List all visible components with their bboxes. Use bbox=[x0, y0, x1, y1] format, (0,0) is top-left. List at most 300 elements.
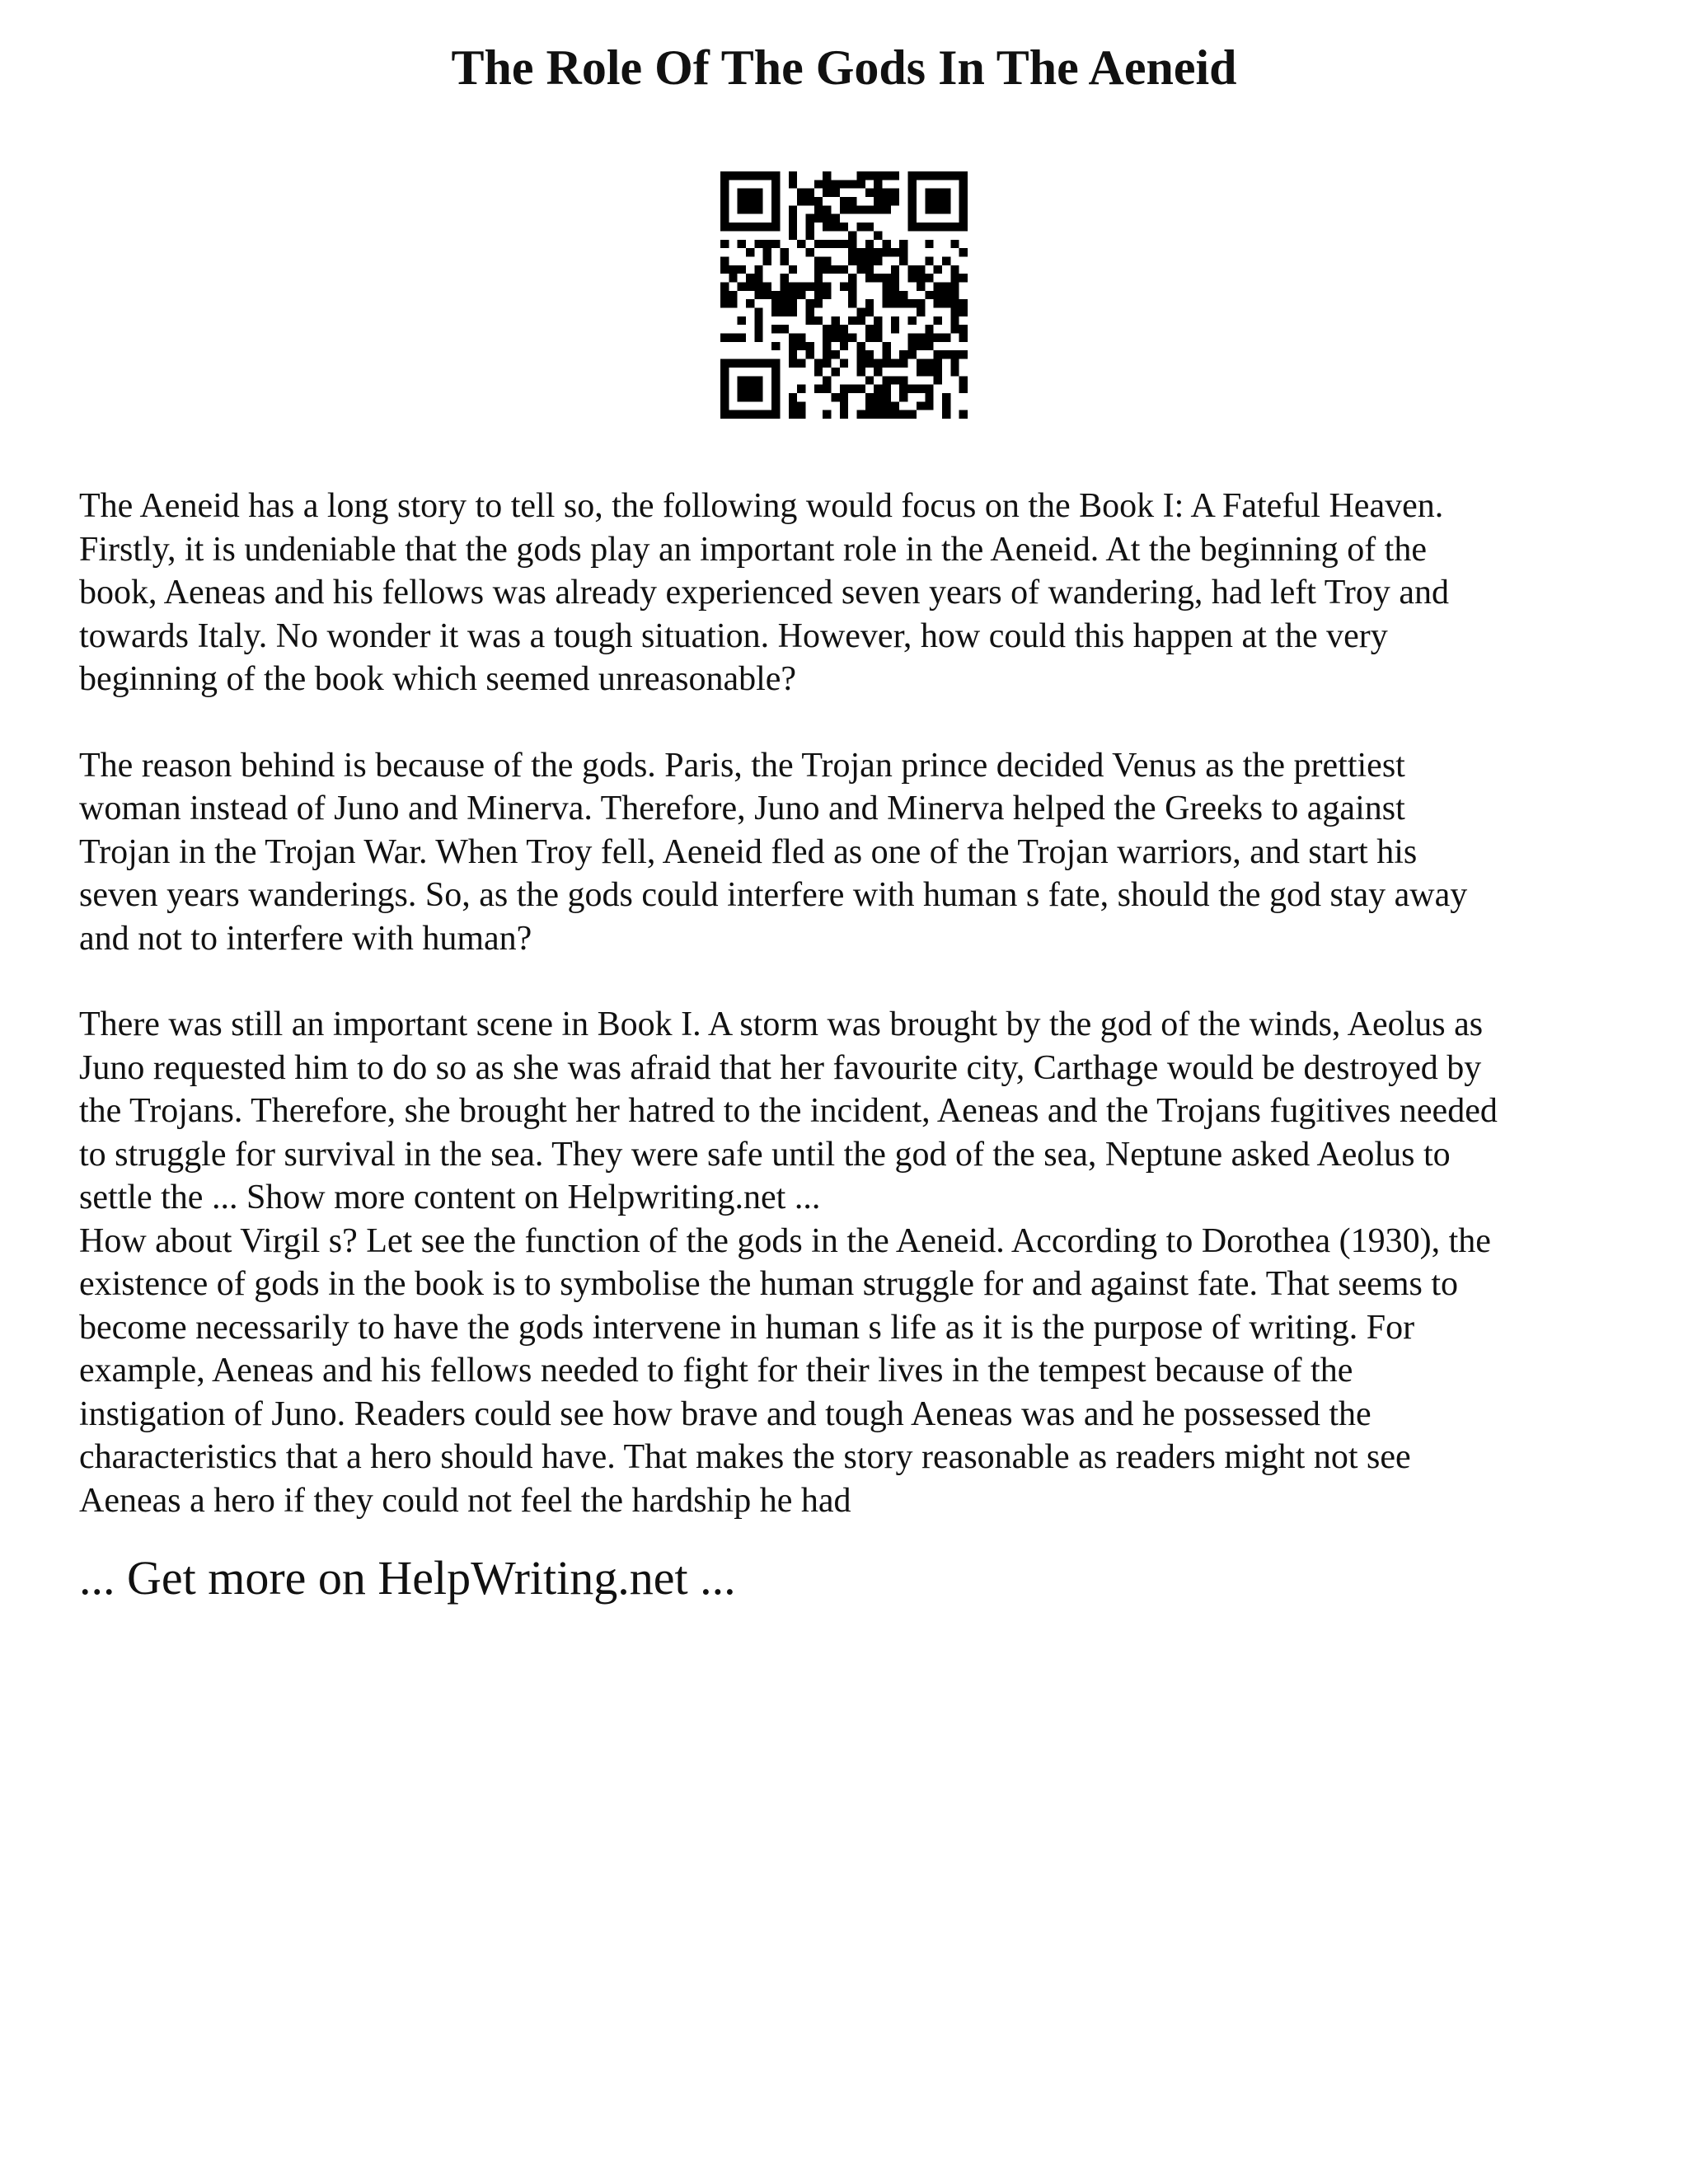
qr-module bbox=[891, 316, 899, 325]
article-body bbox=[79, 485, 1629, 1522]
qr-module bbox=[805, 342, 814, 350]
qr-module bbox=[771, 342, 780, 350]
qr-module bbox=[729, 291, 737, 299]
qr-module bbox=[883, 299, 891, 307]
qr-module bbox=[857, 180, 865, 188]
qr-module bbox=[848, 180, 856, 188]
qr-module bbox=[883, 350, 891, 359]
qr-module bbox=[805, 282, 814, 290]
qr-module bbox=[848, 240, 856, 248]
qr-module bbox=[814, 214, 823, 223]
qr-module bbox=[865, 299, 874, 307]
qr-module bbox=[950, 282, 959, 290]
qr-module bbox=[865, 393, 874, 401]
qr-module bbox=[797, 197, 805, 205]
qr-module bbox=[738, 316, 746, 325]
qr-module bbox=[831, 223, 839, 231]
qr-module bbox=[831, 368, 839, 376]
qr-module bbox=[805, 316, 814, 325]
qr-module bbox=[729, 265, 737, 274]
get-more-link[interactable]: ... Get more on HelpWriting.net ... bbox=[79, 1551, 736, 1605]
qr-module bbox=[754, 325, 762, 333]
qr-module bbox=[959, 214, 968, 223]
qr-module bbox=[891, 282, 899, 290]
qr-module bbox=[805, 214, 814, 223]
qr-module bbox=[908, 350, 917, 359]
qr-module bbox=[771, 401, 780, 410]
qr-module bbox=[720, 334, 729, 342]
qr-module bbox=[934, 368, 942, 376]
qr-module bbox=[959, 205, 968, 213]
qr-module bbox=[925, 291, 933, 299]
qr-module bbox=[771, 171, 780, 180]
qr-module bbox=[874, 385, 882, 393]
qr-module bbox=[865, 248, 874, 256]
qr-module bbox=[814, 316, 823, 325]
qr-module bbox=[874, 410, 882, 419]
qr-module bbox=[840, 180, 848, 188]
qr-module bbox=[934, 316, 942, 325]
qr-module bbox=[917, 299, 925, 307]
qr-module bbox=[831, 325, 839, 333]
qr-module bbox=[865, 171, 874, 180]
qr-module bbox=[883, 205, 891, 213]
qr-module bbox=[771, 410, 780, 419]
qr-module bbox=[874, 401, 882, 410]
paragraph: How about Virgil s? Let see the function of the gods in the Aeneid. According to Dorothea (1930), the existence of gods in the book is to symbolise the human struggle for and against fate. That seems to become necessarily to have the gods intervene in human s life as it is the purpose of writing. For example, Aeneas and his fellows needed to fight for their lives in the tempest because of the instigation of Juno. Readers could see how brave and tough Aeneas was and he possessed the characteristics that a hero should have. That makes the story reasonable as readers might not see Aeneas a hero if they could not feel the hardship he had bbox=[79, 1221, 1491, 1520]
qr-module bbox=[789, 265, 797, 274]
qr-module bbox=[857, 316, 865, 325]
qr-module bbox=[959, 350, 968, 359]
qr-module bbox=[738, 197, 746, 205]
qr-module bbox=[763, 240, 771, 248]
qr-module bbox=[950, 274, 959, 282]
qr-module bbox=[934, 299, 942, 307]
qr-module bbox=[720, 368, 729, 376]
qr-module bbox=[746, 171, 754, 180]
qr-module bbox=[840, 401, 848, 410]
qr-module bbox=[789, 223, 797, 231]
qr-module bbox=[771, 308, 780, 316]
qr-module bbox=[746, 205, 754, 213]
qr-module bbox=[942, 393, 950, 401]
qr-module bbox=[789, 205, 797, 213]
qr-module bbox=[797, 282, 805, 290]
qr-module bbox=[942, 256, 950, 265]
qr-module bbox=[848, 274, 856, 282]
qr-module bbox=[874, 274, 882, 282]
qr-module bbox=[823, 350, 831, 359]
qr-module bbox=[917, 223, 925, 231]
qr-module bbox=[865, 256, 874, 265]
qr-module bbox=[874, 231, 882, 239]
qr-module bbox=[797, 385, 805, 393]
qr-module bbox=[771, 180, 780, 188]
qr-module bbox=[780, 291, 788, 299]
qr-module bbox=[857, 265, 865, 274]
qr-module bbox=[754, 274, 762, 282]
qr-module bbox=[831, 265, 839, 274]
qr-module bbox=[848, 334, 856, 342]
qr-module bbox=[805, 231, 814, 239]
qr-module bbox=[857, 385, 865, 393]
qr-module bbox=[874, 334, 882, 342]
qr-module bbox=[823, 325, 831, 333]
qr-module bbox=[754, 376, 762, 384]
qr-module bbox=[865, 223, 874, 231]
qr-module bbox=[823, 171, 831, 180]
qr-module bbox=[925, 240, 933, 248]
paragraph: There was still an important scene in Book I. A storm was brought by the god of the winds, Aeolus as Juno requested him to do so as she was afraid that her favourite city, Carthage would be destroyed by the Trojans. Therefore, she brought her hatred to the incident, Aeneas and the Trojans fugitives needed to struggle for survival in the sea. They were safe until the god of the sea, Neptune asked Aeolus to settle the ... Show more content on Helpwriting.net ... bbox=[79, 1005, 1498, 1216]
qr-module bbox=[942, 205, 950, 213]
qr-module bbox=[797, 359, 805, 368]
qr-module bbox=[754, 189, 762, 197]
qr-module bbox=[891, 189, 899, 197]
qr-module bbox=[754, 265, 762, 274]
qr-module bbox=[720, 180, 729, 188]
qr-module bbox=[763, 359, 771, 368]
qr-module bbox=[720, 401, 729, 410]
qr-module bbox=[908, 180, 917, 188]
qr-module bbox=[720, 265, 729, 274]
qr-module bbox=[959, 376, 968, 384]
qr-module bbox=[814, 282, 823, 290]
qr-module bbox=[857, 223, 865, 231]
qr-module bbox=[771, 385, 780, 393]
qr-module bbox=[797, 291, 805, 299]
qr-module bbox=[823, 240, 831, 248]
qr-module bbox=[738, 393, 746, 401]
qr-module bbox=[805, 299, 814, 307]
qr-module bbox=[908, 385, 917, 393]
qr-module bbox=[865, 189, 874, 197]
qr-module bbox=[720, 359, 729, 368]
qr-module bbox=[840, 223, 848, 231]
qr-module bbox=[840, 265, 848, 274]
qr-module bbox=[771, 359, 780, 368]
qr-module bbox=[950, 265, 959, 274]
qr-module bbox=[763, 248, 771, 256]
qr-module bbox=[780, 282, 788, 290]
qr-module bbox=[891, 325, 899, 333]
qr-module bbox=[925, 334, 933, 342]
qr-module bbox=[840, 385, 848, 393]
qr-module bbox=[754, 393, 762, 401]
qr-module bbox=[831, 316, 839, 325]
qr-module bbox=[891, 197, 899, 205]
qr-module bbox=[771, 223, 780, 231]
qr-module bbox=[883, 189, 891, 197]
qr-module bbox=[789, 171, 797, 180]
qr-module bbox=[950, 359, 959, 368]
qr-module bbox=[908, 316, 917, 325]
qr-module bbox=[908, 274, 917, 282]
qr-module bbox=[720, 223, 729, 231]
qr-module bbox=[917, 342, 925, 350]
qr-module bbox=[883, 248, 891, 256]
qr-module bbox=[763, 291, 771, 299]
qr-module bbox=[891, 299, 899, 307]
qr-module bbox=[934, 223, 942, 231]
qr-module bbox=[934, 350, 942, 359]
qr-module bbox=[865, 265, 874, 274]
qr-module bbox=[814, 265, 823, 274]
qr-module bbox=[840, 240, 848, 248]
qr-module bbox=[848, 256, 856, 265]
qr-module bbox=[848, 205, 856, 213]
qr-module bbox=[780, 308, 788, 316]
qr-module bbox=[738, 385, 746, 393]
qr-module bbox=[925, 197, 933, 205]
qr-module bbox=[831, 240, 839, 248]
qr-module bbox=[934, 376, 942, 384]
qr-module bbox=[720, 291, 729, 299]
qr-module bbox=[908, 223, 917, 231]
qr-module bbox=[729, 359, 737, 368]
qr-module bbox=[934, 282, 942, 290]
qr-module bbox=[720, 376, 729, 384]
qr-module bbox=[899, 410, 907, 419]
qr-module bbox=[754, 171, 762, 180]
qr-module bbox=[942, 334, 950, 342]
qr-module bbox=[942, 401, 950, 410]
qr-module bbox=[848, 231, 856, 239]
qr-module bbox=[865, 350, 874, 359]
qr-module bbox=[814, 291, 823, 299]
qr-module bbox=[925, 171, 933, 180]
qr-module bbox=[720, 256, 729, 265]
qr-module bbox=[925, 401, 933, 410]
qr-module bbox=[746, 376, 754, 384]
qr-module bbox=[738, 265, 746, 274]
qr-module bbox=[738, 205, 746, 213]
qr-module bbox=[823, 291, 831, 299]
qr-module bbox=[754, 205, 762, 213]
qr-module bbox=[789, 231, 797, 239]
qr-module bbox=[959, 385, 968, 393]
qr-module bbox=[857, 171, 865, 180]
qr-module bbox=[746, 189, 754, 197]
qr-module bbox=[874, 180, 882, 188]
qr-module bbox=[814, 256, 823, 265]
qr-module bbox=[840, 197, 848, 205]
qr-module bbox=[746, 282, 754, 290]
qr-module bbox=[908, 214, 917, 223]
qr-module bbox=[917, 265, 925, 274]
qr-module bbox=[883, 274, 891, 282]
qr-module bbox=[789, 410, 797, 419]
qr-module bbox=[917, 385, 925, 393]
qr-module bbox=[729, 299, 737, 307]
qr-module bbox=[789, 180, 797, 188]
qr-module bbox=[746, 410, 754, 419]
qr-module bbox=[771, 291, 780, 299]
qr-module bbox=[899, 359, 907, 368]
qr-module bbox=[797, 240, 805, 248]
qr-module bbox=[848, 299, 856, 307]
qr-module bbox=[925, 189, 933, 197]
qr-module bbox=[823, 205, 831, 213]
qr-module bbox=[891, 410, 899, 419]
qr-module bbox=[857, 410, 865, 419]
qr-module bbox=[865, 274, 874, 282]
page-title: The Role Of The Gods In The Aeneid bbox=[451, 40, 1237, 95]
qr-module bbox=[934, 334, 942, 342]
qr-module bbox=[848, 197, 856, 205]
qr-module bbox=[823, 256, 831, 265]
qr-module bbox=[925, 205, 933, 213]
qr-module bbox=[754, 385, 762, 393]
qr-module bbox=[942, 282, 950, 290]
qr-module bbox=[883, 359, 891, 368]
qr-module bbox=[823, 410, 831, 419]
qr-module bbox=[883, 393, 891, 401]
qr-module bbox=[840, 205, 848, 213]
paragraph: The Aeneid has a long story to tell so, the following would focus on the Book I: A Fateful Heaven. Firstly, it is undeniable that the gods play an important role in the Aeneid. At the beginning of the book, Aeneas and his fellows was already experienced seven years of wandering, had left Troy and towards Italy. No wonder it was a tough situation. However, how could this happen at the very beginning of the book which seemed unreasonable? bbox=[79, 487, 1449, 698]
qr-module bbox=[950, 291, 959, 299]
qr-module bbox=[780, 248, 788, 256]
qr-module bbox=[771, 214, 780, 223]
qr-module bbox=[746, 385, 754, 393]
qr-module bbox=[908, 205, 917, 213]
qr-module bbox=[823, 376, 831, 384]
qr-module bbox=[840, 359, 848, 368]
qr-module bbox=[771, 299, 780, 307]
qr-module bbox=[746, 359, 754, 368]
qr-module bbox=[840, 410, 848, 419]
qr-module bbox=[805, 350, 814, 359]
qr-module bbox=[763, 410, 771, 419]
qr-module bbox=[925, 223, 933, 231]
qr-module bbox=[899, 393, 907, 401]
qr-module bbox=[797, 189, 805, 197]
qr-module bbox=[950, 350, 959, 359]
qr-module bbox=[959, 299, 968, 307]
qr-module bbox=[908, 342, 917, 350]
qr-module bbox=[746, 393, 754, 401]
qr-module bbox=[848, 385, 856, 393]
qr-module bbox=[959, 334, 968, 342]
qr-module bbox=[883, 376, 891, 384]
qr-module bbox=[857, 368, 865, 376]
qr-module bbox=[831, 214, 839, 223]
qr-module bbox=[950, 240, 959, 248]
qr-module bbox=[771, 325, 780, 333]
qr-module bbox=[899, 256, 907, 265]
qr-module bbox=[908, 265, 917, 274]
qr-module bbox=[746, 299, 754, 307]
qr-module bbox=[950, 325, 959, 333]
qr-module bbox=[942, 223, 950, 231]
qr-module bbox=[720, 189, 729, 197]
qr-module bbox=[917, 368, 925, 376]
qr-module bbox=[925, 274, 933, 282]
qr-module bbox=[763, 223, 771, 231]
qr-module bbox=[789, 299, 797, 307]
qr-module bbox=[934, 189, 942, 197]
qr-module bbox=[805, 308, 814, 316]
qr-module bbox=[857, 205, 865, 213]
qr-module bbox=[720, 393, 729, 401]
qr-module bbox=[805, 248, 814, 256]
qr-module bbox=[738, 240, 746, 248]
qr-module bbox=[874, 393, 882, 401]
qr-module bbox=[789, 308, 797, 316]
qr-module bbox=[950, 316, 959, 325]
qr-module bbox=[950, 223, 959, 231]
qr-module bbox=[831, 393, 839, 401]
qr-module bbox=[754, 308, 762, 316]
qr-module bbox=[823, 342, 831, 350]
qr-module bbox=[917, 401, 925, 410]
qr-module bbox=[754, 334, 762, 342]
qr-module bbox=[754, 240, 762, 248]
qr-module bbox=[720, 205, 729, 213]
qr-module bbox=[874, 197, 882, 205]
qr-module bbox=[840, 393, 848, 401]
qr-module bbox=[720, 197, 729, 205]
qr-module bbox=[959, 308, 968, 316]
qr-module bbox=[865, 410, 874, 419]
qr-module bbox=[865, 401, 874, 410]
qr-module bbox=[738, 410, 746, 419]
qr-module bbox=[754, 291, 762, 299]
qr-module bbox=[771, 393, 780, 401]
qr-module bbox=[874, 359, 882, 368]
qr-module bbox=[771, 205, 780, 213]
qr-module bbox=[805, 189, 814, 197]
qr-module bbox=[942, 171, 950, 180]
qr-module bbox=[908, 197, 917, 205]
qr-module bbox=[883, 197, 891, 205]
qr-module bbox=[874, 256, 882, 265]
qr-module bbox=[942, 350, 950, 359]
qr-module bbox=[789, 393, 797, 401]
qr-module bbox=[950, 368, 959, 376]
qr-module bbox=[942, 299, 950, 307]
qr-module bbox=[789, 342, 797, 350]
qr-module bbox=[720, 171, 729, 180]
qr-module bbox=[746, 274, 754, 282]
qr-module bbox=[959, 248, 968, 256]
qr-module bbox=[720, 240, 729, 248]
qr-module bbox=[729, 223, 737, 231]
qr-module bbox=[925, 368, 933, 376]
qr-module bbox=[865, 205, 874, 213]
qr-module bbox=[814, 274, 823, 282]
qr-module bbox=[831, 180, 839, 188]
qr-module bbox=[738, 334, 746, 342]
qr-module bbox=[771, 189, 780, 197]
qr-module bbox=[771, 240, 780, 248]
qr-module bbox=[857, 342, 865, 350]
qr-module bbox=[780, 256, 788, 265]
qr-module bbox=[883, 410, 891, 419]
qr-module bbox=[831, 350, 839, 359]
qr-module bbox=[874, 368, 882, 376]
qr-module bbox=[908, 299, 917, 307]
qr-module bbox=[959, 325, 968, 333]
qr-module bbox=[738, 223, 746, 231]
qr-module bbox=[720, 410, 729, 419]
qr-module bbox=[891, 265, 899, 274]
qr-module bbox=[789, 401, 797, 410]
qr-module bbox=[959, 180, 968, 188]
qr-module bbox=[942, 189, 950, 197]
qr-module bbox=[891, 376, 899, 384]
qr-module bbox=[780, 325, 788, 333]
qr-module bbox=[899, 350, 907, 359]
